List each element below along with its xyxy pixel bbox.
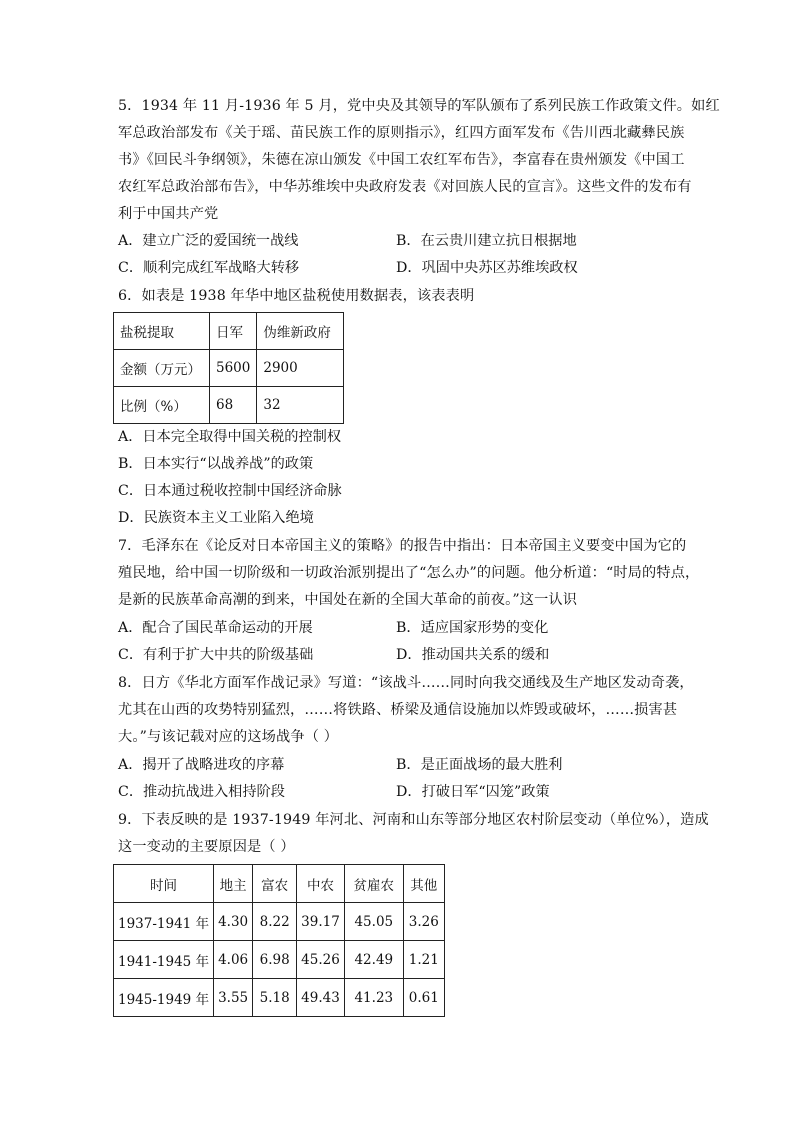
q5-stem-line-5: 利于中国共产党 — [118, 206, 219, 222]
q7-stem-line-1: 7．毛泽东在《论反对日本帝国主义的策略》的报告中指出：日本帝国主义要变中国为它的 — [118, 538, 687, 554]
table-row — [114, 313, 344, 350]
table-header-cell: 中农 — [297, 865, 345, 903]
q7-stem-line-2: 殖民地，给中国一切阶级和一切政治派别提出了“怎么办”的问题。他分析道：“时局的特点， — [118, 565, 700, 581]
table-header-cell: 时间 — [114, 865, 214, 903]
table-row — [114, 387, 344, 424]
table-cell: 1945-1949 年 — [114, 979, 214, 1017]
q9-stem-line-2: 这一变动的主要原因是（ ） — [118, 839, 295, 855]
q8-option-a: A．揭开了战略进攻的序幕 — [118, 757, 285, 773]
q6-option-d: D．民族资本主义工业陷入绝境 — [118, 510, 314, 526]
q6-option-a: A．日本完全取得中国关税的控制权 — [118, 429, 342, 445]
q5-stem-line-3: 书》《回民斗争纲领》，朱德在凉山颁发《中国工农红军布告》，李富春在贵州颁发《中国工 — [118, 152, 685, 168]
table-cell: 45.26 — [297, 941, 345, 979]
q9-class-change-table — [113, 864, 445, 1017]
table-cell: 39.17 — [297, 903, 345, 941]
table-row — [114, 941, 445, 979]
table-cell: 42.49 — [344, 941, 403, 979]
q5-option-a: A．建立广泛的爱国统一战线 — [118, 233, 299, 249]
q8-option-b: B．是正面战场的最大胜利 — [396, 757, 563, 773]
table-cell: 5.18 — [253, 979, 297, 1017]
q6-stem: 6．如表是 1938 年华中地区盐税使用数据表，该表表明 — [118, 288, 475, 304]
table-cell: 45.05 — [344, 903, 403, 941]
q5-stem-line-1: 5．1934 年 11 月-1936 年 5 月，党中央及其领导的军队颁布了系列民族工作政策文件。如红 — [118, 98, 720, 114]
table-header-cell: 富农 — [253, 865, 297, 903]
q5-stem-line-4: 农红军总政治部布告》，中华苏维埃中央政府发表《对回族人民的宣言》。这些文件的发布有 — [118, 179, 692, 195]
q8-stem-line-2: 尤其在山西的攻势特别猛烈，……将铁路、桥梁及通信设施加以炸毁或破坏，……损害甚 — [118, 702, 678, 718]
table-cell: 6.98 — [253, 941, 297, 979]
table-cell: 4.30 — [214, 903, 253, 941]
table-cell: 41.23 — [344, 979, 403, 1017]
table-cell: 3.55 — [214, 979, 253, 1017]
q5-option-b: B．在云贵川建立抗日根据地 — [396, 233, 577, 249]
q6-option-b: B．日本实行“以战养战”的政策 — [118, 456, 314, 472]
table-cell: 32 — [257, 387, 344, 424]
table-cell: 3.26 — [403, 903, 444, 941]
q8-stem-line-3: 大。”与该记载对应的这场战争（ ） — [118, 729, 339, 745]
table-cell: 比例（%） — [114, 387, 210, 424]
table-cell: 5600 — [210, 350, 257, 387]
q7-option-d: D．推动国共关系的缓和 — [396, 647, 550, 663]
table-header-cell: 其他 — [403, 865, 444, 903]
q7-option-a: A．配合了国民革命运动的开展 — [118, 620, 313, 636]
table-cell: 4.06 — [214, 941, 253, 979]
table-cell: 盐税提取 — [114, 313, 210, 350]
table-row — [114, 903, 445, 941]
table-cell: 日军 — [210, 313, 257, 350]
table-cell: 2900 — [257, 350, 344, 387]
q5-option-d: D．巩固中央苏区苏维埃政权 — [396, 260, 578, 276]
table-row — [114, 865, 445, 903]
table-cell: 1937-1941 年 — [114, 903, 214, 941]
q6-salt-tax-table — [113, 312, 344, 424]
q9-stem-line-1: 9．下表反映的是 1937-1949 年河北、河南和山东等部分地区农村阶层变动（单位%），造成 — [118, 812, 709, 828]
q8-option-d: D．打破日军“囚笼”政策 — [396, 784, 550, 800]
table-row — [114, 350, 344, 387]
table-cell: 金额（万元） — [114, 350, 210, 387]
q5-stem-line-2: 军总政治部发布《关于瑶、苗民族工作的原则指示》，红四方面军发布《告川西北藏彝民族 — [118, 125, 685, 141]
q7-stem-line-3: 是新的民族革命高潮的到来，中国处在新的全国大革命的前夜。”这一认识 — [118, 592, 578, 608]
q8-stem-line-1: 8．日方《华北方面军作战记录》写道：“该战斗……同时向我交通线及生产地区发动奇袭， — [118, 675, 694, 691]
table-cell: 49.43 — [297, 979, 345, 1017]
q8-option-c: C．推动抗战进入相持阶段 — [118, 784, 285, 800]
table-cell: 1.21 — [403, 941, 444, 979]
table-header-cell: 地主 — [214, 865, 253, 903]
q5-option-c: C．顺利完成红军战略大转移 — [118, 260, 300, 276]
table-row — [114, 979, 445, 1017]
q7-option-b: B．适应国家形势的变化 — [396, 620, 549, 636]
table-header-cell: 贫雇农 — [344, 865, 403, 903]
table-cell: 0.61 — [403, 979, 444, 1017]
q7-option-c: C．有利于扩大中共的阶级基础 — [118, 647, 314, 663]
q6-option-c: C．日本通过税收控制中国经济命脉 — [118, 483, 342, 499]
table-cell: 8.22 — [253, 903, 297, 941]
table-cell: 伪维新政府 — [257, 313, 344, 350]
table-cell: 68 — [210, 387, 257, 424]
table-cell: 1941-1945 年 — [114, 941, 214, 979]
